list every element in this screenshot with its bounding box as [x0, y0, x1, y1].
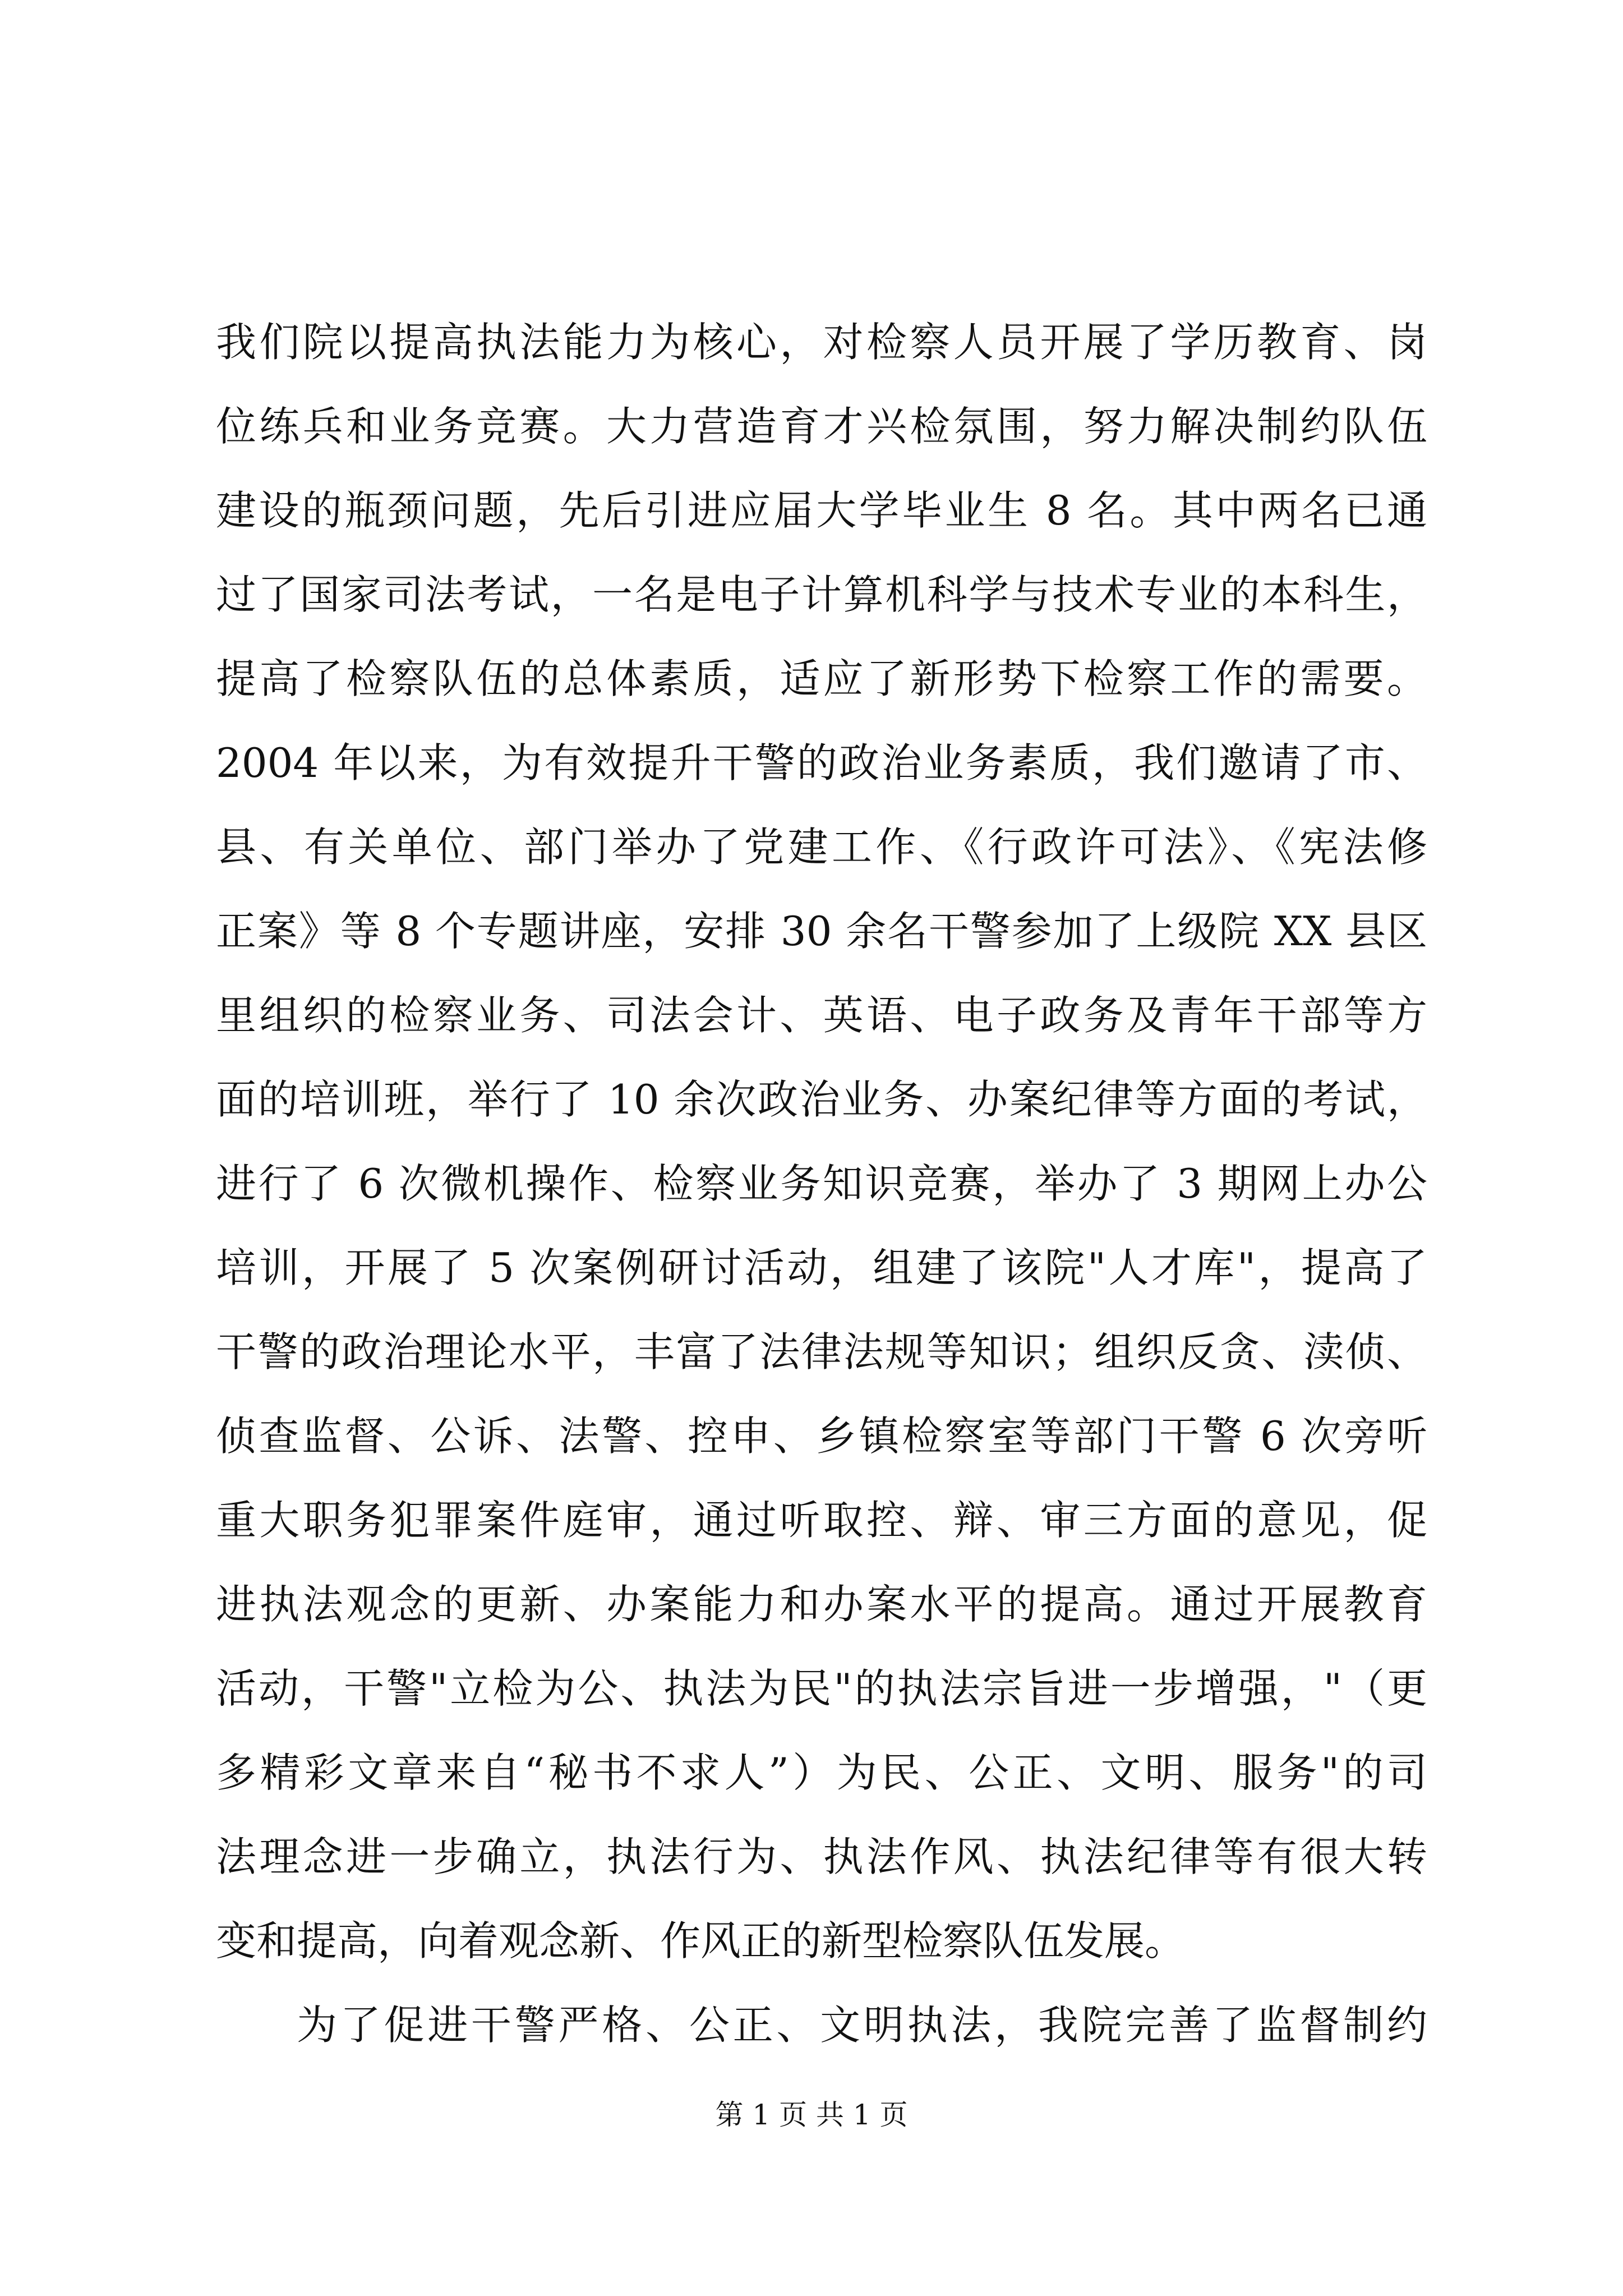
text-line: 法理念进一步确立，执法行为、执法作风、执法纪律等有很大转: [216, 1833, 1427, 1880]
text-line: 培训，开展了 5 次案例研讨活动，组建了该院"人才库"，提高了: [216, 1244, 1427, 1291]
document-body: [216, 300, 1427, 2067]
text-line: 正案》等 8 个专题讲座，安排 30 余名干警参加了上级院 XX 县区: [216, 908, 1427, 955]
text-line: 2004 年以来，为有效提升干警的政治业务素质，我们邀请了市、: [216, 739, 1427, 786]
text-line: 里组织的检察业务、司法会计、英语、电子政务及青年干部等方: [216, 992, 1427, 1039]
text-line: 建设的瓶颈问题，先后引进应届大学毕业生 8 名。其中两名已通: [216, 487, 1427, 534]
text-line: 进行了 6 次微机操作、检察业务知识竞赛，举办了 3 期网上办公: [216, 1160, 1427, 1207]
text-line: 干警的政治理论水平，丰富了法律法规等知识；组织反贪、渎侦、: [216, 1328, 1427, 1375]
text-line: 进执法观念的更新、办案能力和办案水平的提高。通过开展教育: [216, 1581, 1427, 1628]
text-line: 重大职务犯罪案件庭审，通过听取控、辩、审三方面的意见，促: [216, 1497, 1427, 1544]
text-line: 活动，干警"立检为公、执法为民"的执法宗旨进一步增强，"（更: [216, 1665, 1427, 1712]
text-line: 位练兵和业务竞赛。大力营造育才兴检氛围，努力解决制约队伍: [216, 403, 1427, 450]
text-line: 提高了检察队伍的总体素质，适应了新形势下检察工作的需要。: [216, 655, 1427, 702]
text-line: 县、有关单位、部门举办了党建工作、《行政许可法》、《宪法修: [216, 823, 1427, 871]
text-line: 面的培训班，举行了 10 余次政治业务、办案纪律等方面的考试，: [216, 1076, 1427, 1123]
text-line: 我们院以提高执法能力为核心，对检察人员开展了学历教育、岗: [216, 319, 1427, 366]
text-line: 过了国家司法考试，一名是电子计算机科学与技术专业的本科生，: [216, 571, 1427, 618]
page-number-footer: 第 1 页 共 1 页: [715, 2099, 908, 2131]
text-line: 侦查监督、公诉、法警、控申、乡镇检察室等部门干警 6 次旁听: [216, 1412, 1427, 1460]
text-line: 多精彩文章来自“秘书不求人”）为民、公正、文明、服务"的司: [216, 1749, 1427, 1796]
text-line: 变和提高，向着观念新、作风正的新型检察队伍发展。: [216, 1917, 1186, 1964]
paragraph-start-line: 为了促进干警严格、公正、文明执法，我院完善了监督制约: [297, 2001, 1427, 2049]
